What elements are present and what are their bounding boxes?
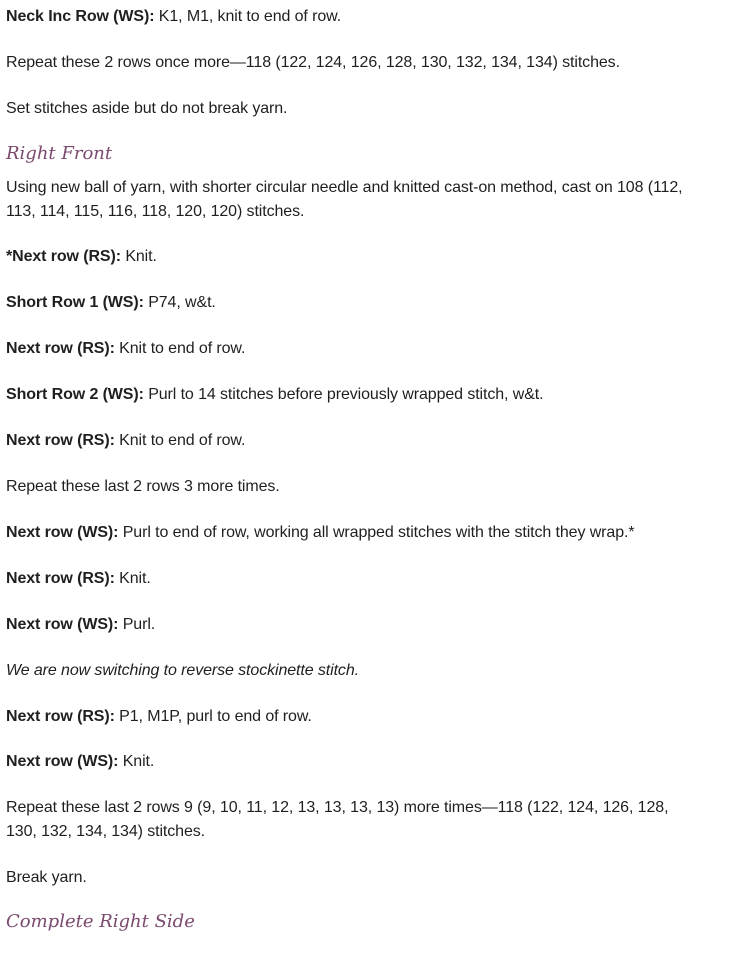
instruction-label: Next row (WS):: [6, 616, 119, 633]
instruction-label: *Next row (RS):: [6, 248, 121, 265]
instruction-text: Purl to end of row, working all wrapped stitches with the stitch they wrap.*: [118, 524, 635, 541]
next-row-rs-knit-instruction-2: [6, 567, 151, 591]
instruction-text: Repeat these last 2 rows 3 more times.: [6, 478, 280, 495]
instruction-text: Knit to end of row.: [114, 432, 246, 449]
cast-on-instruction-line-1: [6, 176, 683, 200]
instruction-text: Repeat these last 2 rows 9 (9, 10, 11, 12, 13, 13, 13, 13) more times—118 (122, 124, 126, 128,: [6, 799, 669, 816]
break-yarn-instruction: [6, 866, 87, 890]
instruction-text: Knit to end of row.: [114, 340, 246, 357]
instruction-text: We are now switching to reverse stockinette stitch.: [6, 662, 359, 679]
instruction-text: Set stitches aside but do not break yarn.: [6, 100, 288, 117]
repeat-last-rows-instruction: [6, 475, 280, 499]
set-stitches-aside-instruction: [6, 97, 287, 121]
next-row-rs-knit-to-end-instruction-2: [6, 429, 245, 453]
instruction-label: Next row (RS):: [6, 708, 115, 725]
cast-on-instruction-line-2: [6, 200, 304, 224]
instruction-text: Knit.: [118, 753, 155, 770]
instruction-text: 130, 132, 134, 134) stitches.: [6, 823, 206, 840]
instruction-text: P1, M1P, purl to end of row.: [114, 708, 312, 725]
instruction-text: Purl to 14 stitches before previously wrapped stitch, w&t.: [143, 386, 544, 403]
repeat-increase-rows-line-1: [6, 796, 668, 820]
instruction-text: Repeat these 2 rows once more—118 (122, 124, 126, 128, 130, 132, 134, 134) stitches.: [6, 54, 620, 71]
instruction-text: 113, 114, 115, 116, 118, 120, 120) stitches.: [6, 203, 305, 220]
instruction-label: Neck Inc Row (WS):: [6, 8, 155, 25]
next-row-ws-purl-wrapped-instruction: [6, 521, 634, 545]
section-heading-right-front: Right Front: [6, 143, 113, 164]
next-row-rs-knit-to-end-instruction: [6, 337, 245, 361]
repeat-rows-instruction: [6, 51, 620, 75]
instruction-label: Short Row 2 (WS):: [6, 386, 144, 403]
instruction-text: Purl.: [118, 616, 156, 633]
repeat-increase-rows-line-2: [6, 820, 205, 844]
instruction-text: Break yarn.: [6, 869, 87, 886]
instruction-text: K1, M1, knit to end of row.: [154, 8, 342, 25]
next-row-ws-purl-instruction: [6, 613, 155, 637]
instruction-text: Knit.: [114, 570, 151, 587]
instruction-label: Short Row 1 (WS):: [6, 294, 144, 311]
instruction-label: Next row (RS):: [6, 432, 115, 449]
reverse-stockinette-note: [6, 659, 359, 683]
instruction-label: Next row (RS):: [6, 340, 115, 357]
instruction-label: Next row (RS):: [6, 570, 115, 587]
next-row-rs-increase-instruction: [6, 705, 312, 729]
instruction-text: Knit.: [120, 248, 157, 265]
next-row-ws-knit-instruction: [6, 750, 154, 774]
short-row-2-instruction: [6, 383, 543, 407]
neck-inc-row-instruction: [6, 5, 341, 29]
instruction-label: Next row (WS):: [6, 524, 119, 541]
instruction-text: P74, w&t.: [143, 294, 216, 311]
short-row-1-instruction: [6, 291, 216, 315]
instruction-label: Next row (WS):: [6, 753, 119, 770]
section-heading-complete-right-side: Complete Right Side: [6, 911, 195, 932]
instruction-text: Using new ball of yarn, with shorter circular needle and knitted cast-on method, cast on 108 (112,: [6, 179, 683, 196]
next-row-rs-knit-instruction: [6, 245, 157, 269]
